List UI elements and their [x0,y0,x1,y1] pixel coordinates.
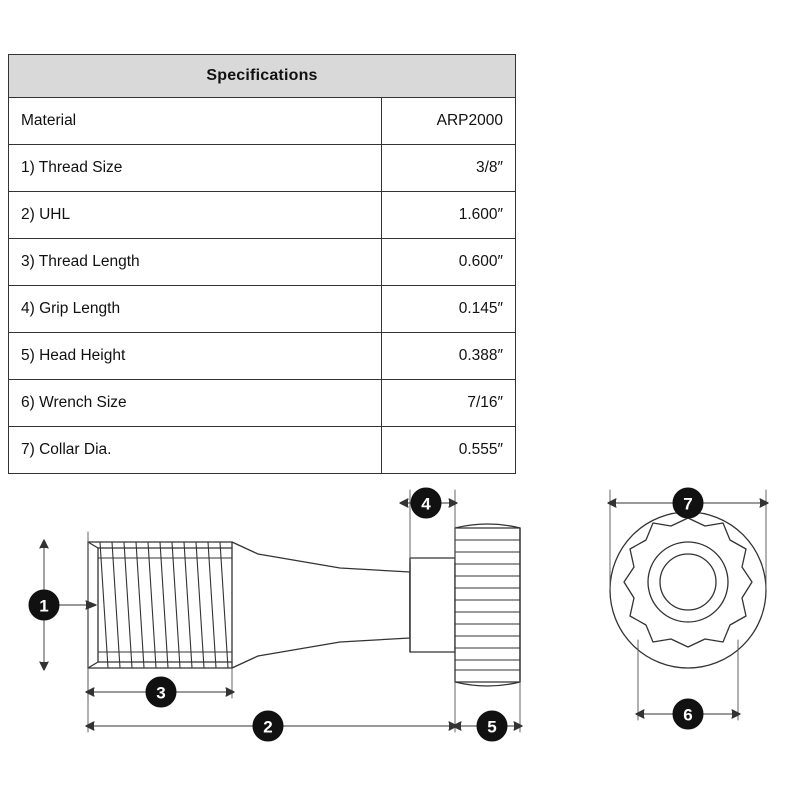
table-row [9,192,516,239]
callout-3-label: 3 [156,683,166,703]
table-row [9,239,516,286]
row-label: 3) Thread Length [9,239,382,286]
callout-1 [29,590,59,620]
row-value: 0.555″ [382,427,516,474]
row-value: 0.388″ [382,333,516,380]
row-value: 3/8″ [382,145,516,192]
callout-5 [477,711,507,741]
bolt-end-view [608,490,768,720]
callout-4 [411,488,441,518]
callout-2-label: 2 [263,717,273,737]
row-label: 1) Thread Size [9,145,382,192]
row-value: 1.600″ [382,192,516,239]
row-value: ARP2000 [382,98,516,145]
table-row [9,427,516,474]
table-head [9,55,516,98]
callout-3 [146,677,176,707]
callout-4-label: 4 [421,494,431,514]
table-row [9,145,516,192]
table-title: Specifications [9,55,516,98]
table-row [9,98,516,145]
row-label: Material [9,98,382,145]
row-value: 7/16″ [382,380,516,427]
callout-7-label: 7 [683,494,693,514]
row-label: 5) Head Height [9,333,382,380]
table-header-row [9,55,516,98]
callout-5-label: 5 [487,717,497,737]
callout-1-label: 1 [39,596,49,616]
callout-6-label: 6 [683,705,693,725]
callout-7 [673,488,703,518]
table-row [9,380,516,427]
row-label: 2) UHL [9,192,382,239]
bolt-diagram [0,470,800,800]
callout-2 [253,711,283,741]
table-row [9,286,516,333]
specifications-table [8,54,516,474]
row-label: 4) Grip Length [9,286,382,333]
table-row [9,333,516,380]
bolt-side-view [40,490,522,732]
row-value: 0.600″ [382,239,516,286]
row-label: 6) Wrench Size [9,380,382,427]
row-label: 7) Collar Dia. [9,427,382,474]
row-value: 0.145″ [382,286,516,333]
callout-6 [673,699,703,729]
table-body [9,98,516,474]
